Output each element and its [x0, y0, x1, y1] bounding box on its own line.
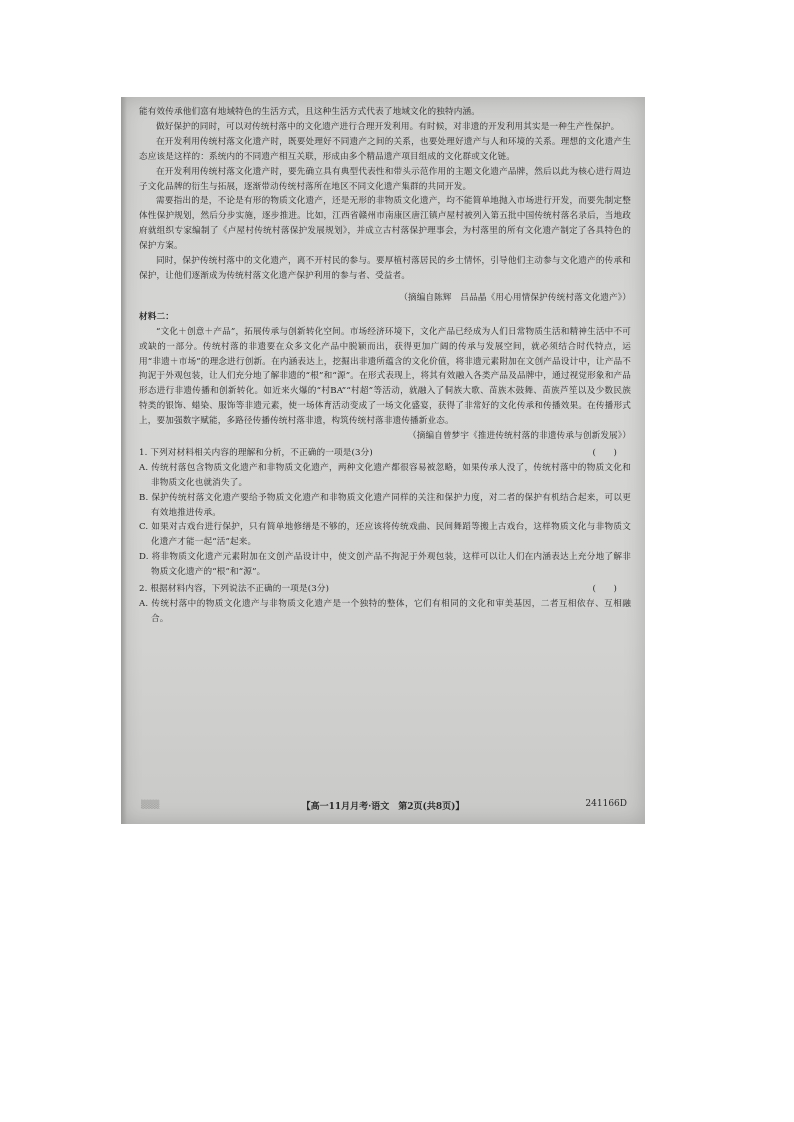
- option-b: B. 保护传统村落文化遗产要给予物质文化遗产和非物质文化遗产同样的关注和保护力度，对二者的保护有机结合起来，可以更有效地推进传承。: [139, 492, 631, 518]
- question-2-stem: [139, 582, 631, 597]
- footer-title: 【高一11月月考·语文 第2页(共8页)】: [301, 802, 465, 812]
- page-footer: [121, 799, 645, 817]
- scanned-page-photo: [121, 97, 645, 824]
- answer-blank: ( ): [592, 447, 617, 458]
- source-citation-2: （摘编自曾梦宇《推进传统村落的非遗传承与创新发展》）: [407, 431, 631, 442]
- material-2-heading: 材料二：: [139, 311, 174, 322]
- paragraph: 能有效传承他们富有地域特色的生活方式，且这种生活方式代表了地域文化的独特内涵。: [139, 107, 481, 117]
- exam-code: 241166D: [585, 799, 627, 809]
- option-d: D. 将非物质文化遗产元素附加在文创产品设计中，使文创产品不拘泥于外观包装，这样可以让人们在内涵表达上充分地了解非物质文化遗产的“根”和“源”。: [139, 552, 631, 578]
- paragraph: 在开发利用传统村落文化遗产时，既要处理好不同遗产之间的关系，也要处理好遗产与人和环境的关系。理想的文化遗产生态应该是这样的：系统内的不同遗产相互关联，形成由多个精品遗产项目组成的文化群或文化链。: [139, 136, 631, 162]
- paragraph: 同时，保护传统村落中的文化遗产，离不开村民的参与。要厚植村落居民的乡土情怀，引导他们主动参与文化遗产的传承和保护，让他们逐渐成为传统村落文化遗产保护利用的参与者、受益者。: [139, 256, 631, 281]
- paragraph: 在开发利用传统村落文化遗产时，要先确立具有典型代表性和带头示范作用的主题文化遗产品牌，然后以此为核心进行周边子文化品牌的衍生与拓展，逐渐带动传统村落所在地区不同文化遗产集群的共同开发。: [139, 166, 631, 192]
- material-2-text: “文化＋创意＋产品”，拓展传承与创新转化空间。市场经济环境下，文化产品已经成为人们日常物质生活和精神生活中不可或缺的一部分。传统村落的非遗要在众多文化产品中脱颖而出，获得更加广阔的传承与发展空间，就必须结合时代特点，运用“非遗＋市场”的理念进行创新。在内涵表达上，挖掘出非遗所蕴含的文化价值，将非遗元素附加在文创产品设计中，让产品不拘泥于外观包装，让人们充分地了解非遗的“根”和“源”。在形式表现上，将其有效融入各类产品及品牌中，通过视觉形象和产品形态进行非遗传播和创新转化。如近来火爆的“村BA”“村超”等活动，就融入了侗族大歌、苗族木鼓舞、苗族芦笙以及少数民族特类的银饰、蜡染、服饰等非遗元素，使一场体育活动变成了一场文化盛宴，获得了非常好的文化传承和传播效果。在传播形式上，要加强数字赋能，多路径传播传统村落非遗，构筑传统村落非遗传播新业态。: [139, 326, 631, 427]
- option-c: C. 如果对古戏台进行保护，只有简单地修缮是不够的，还应该将传统戏曲、民间舞蹈等搬上古戏台，这样物质文化与非物质文化遗产才能一起“活”起来。: [139, 522, 631, 548]
- question-2-text: 2. 根据材料内容，下列说法不正确的一项是(3分): [139, 584, 330, 595]
- question-1-text: 1. 下列对材料相关内容的理解和分析，不正确的一项是(3分): [139, 447, 373, 458]
- source-citation-1: （摘编自陈辉 吕品晶《用心用情保护传统村落文化遗产》）: [399, 292, 631, 303]
- question-1-stem: [139, 446, 631, 461]
- option-a: A. 传统村落中的物质文化遗产与非物质文化遗产是一个独特的整体，它们有相同的文化和审美基因，二者互相依存、互相融合。: [139, 599, 631, 624]
- stamp-mark: ▒▒▒: [141, 800, 160, 809]
- page-content: [139, 105, 631, 627]
- answer-blank: ( ): [592, 584, 617, 595]
- option-a: A. 传统村落包含物质文化遗产和非物质文化遗产，两种文化遗产都很容易被忽略，如果传承人没了，传统村落中的物质文化和非物质文化也就消失了。: [139, 462, 631, 488]
- paragraph: 需要指出的是，不论是有形的物质文化遗产，还是无形的非物质文化遗产，均不能简单地抛入市场进行开发，而要先制定整体性保护规划，然后分步实施，逐步推进。比如，江西省赣州市南康区唐江镇卢屋村被列入第五批中国传统村落名录后，当地政府就组织专家编制了《卢屋村传统村落保护发展规划》，并成立古村落保护理事会，为村落里的所有文化遗产制定了各具特色的保护方案。: [139, 196, 631, 252]
- paragraph: 做好保护的同时，可以对传统村落中的文化遗产进行合理开发利用。有时候，对非遗的开发利用其实是一种生产性保护。: [156, 121, 620, 132]
